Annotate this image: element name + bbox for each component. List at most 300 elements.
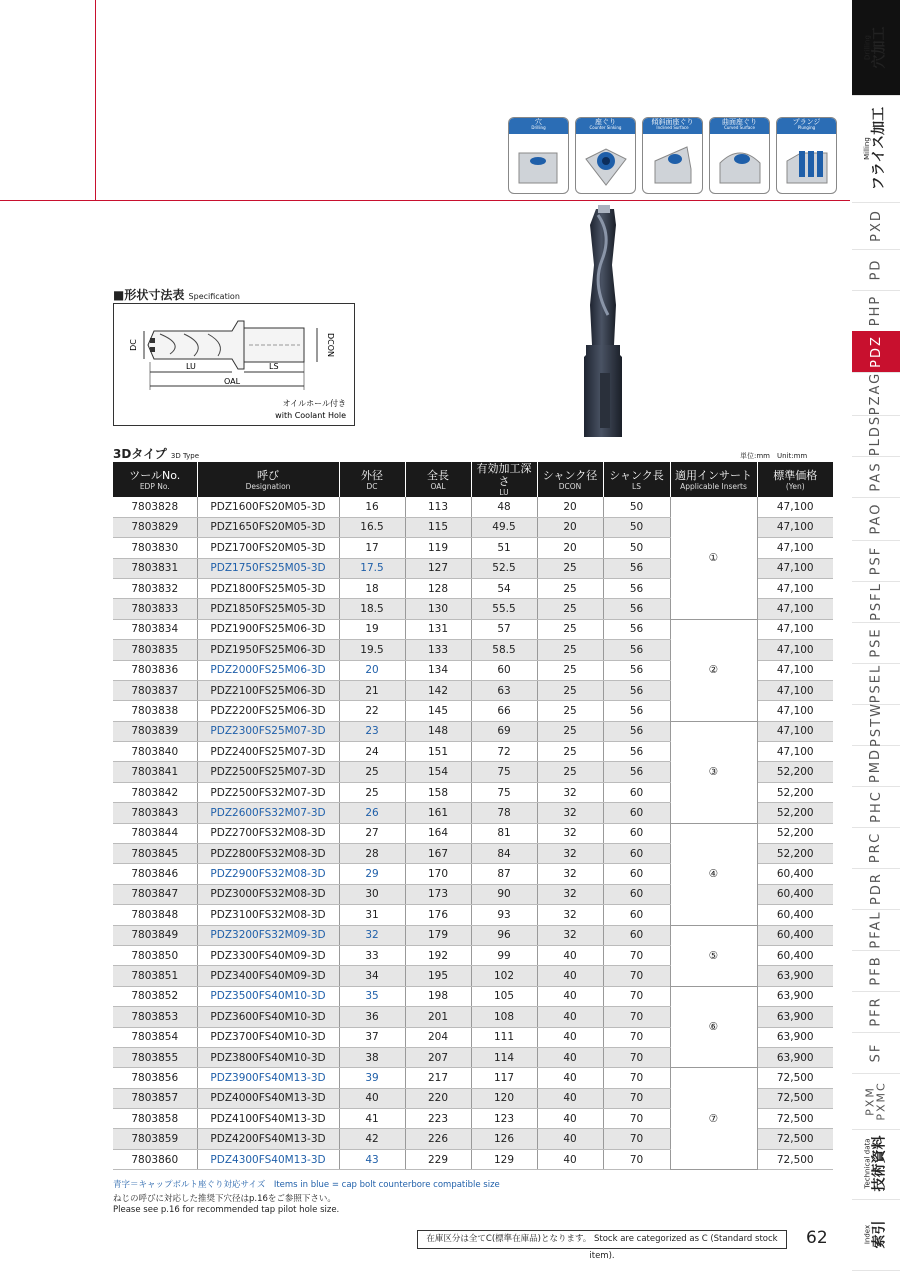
cell-dc: 33 xyxy=(339,945,405,965)
cell-edp: 7803857 xyxy=(113,1088,197,1108)
cell-des: PDZ2600FS32M07-3D xyxy=(197,803,339,823)
cell-ls: 56 xyxy=(603,660,670,680)
cell-oal: 131 xyxy=(405,619,471,639)
cell-dc: 17.5 xyxy=(339,558,405,578)
cell-dcon: 25 xyxy=(537,599,603,619)
page-number: 62 xyxy=(806,1228,828,1248)
cell-des: PDZ2800FS32M08-3D xyxy=(197,844,339,864)
cell-des: PDZ3500FS40M10-3D xyxy=(197,986,339,1006)
cell-dcon: 20 xyxy=(537,517,603,537)
tab-pfr[interactable] xyxy=(852,991,900,1033)
cell-ls: 56 xyxy=(603,701,670,721)
cell-price: 63,900 xyxy=(757,1047,833,1067)
cell-des: PDZ4200FS40M13-3D xyxy=(197,1129,339,1149)
cell-lu: 66 xyxy=(471,701,537,721)
cell-dc: 19 xyxy=(339,619,405,639)
cell-price: 60,400 xyxy=(757,864,833,884)
cell-dc: 36 xyxy=(339,1007,405,1027)
cell-insert: ④ xyxy=(670,823,757,925)
application-jp: 穴 xyxy=(535,118,542,126)
tap-note-en: Please see p.16 for recommended tap pilot hole size. xyxy=(113,1205,340,1215)
cell-oal: 154 xyxy=(405,762,471,782)
cell-price: 47,100 xyxy=(757,558,833,578)
cell-des: PDZ3000FS32M08-3D xyxy=(197,884,339,904)
cell-edp: 7803848 xyxy=(113,905,197,925)
cell-dc: 39 xyxy=(339,1068,405,1088)
cell-dc: 29 xyxy=(339,864,405,884)
cell-des: PDZ4300FS40M13-3D xyxy=(197,1149,339,1169)
tab-label: PFR xyxy=(868,996,884,1027)
cell-des: PDZ4000FS40M13-3D xyxy=(197,1088,339,1108)
cell-ls: 56 xyxy=(603,762,670,782)
cell-ls: 56 xyxy=(603,599,670,619)
cell-edp: 7803853 xyxy=(113,1007,197,1027)
tab-label: PMD xyxy=(868,747,884,784)
cell-dc: 25 xyxy=(339,762,405,782)
cell-des: PDZ1700FS20M05-3D xyxy=(197,538,339,558)
cell-dcon: 40 xyxy=(537,945,603,965)
cell-dc: 34 xyxy=(339,966,405,986)
cell-edp: 7803829 xyxy=(113,517,197,537)
table-row xyxy=(113,925,833,945)
cell-ls: 56 xyxy=(603,558,670,578)
application-drilling xyxy=(508,117,569,194)
cell-edp: 7803847 xyxy=(113,884,197,904)
cell-edp: 7803846 xyxy=(113,864,197,884)
cell-lu: 51 xyxy=(471,538,537,558)
cell-des: PDZ2300FS25M07-3D xyxy=(197,721,339,741)
cell-dcon: 40 xyxy=(537,1088,603,1108)
spec-table xyxy=(113,462,833,1170)
cell-dc: 35 xyxy=(339,986,405,1006)
cell-ls: 50 xyxy=(603,517,670,537)
cell-insert: ② xyxy=(670,619,757,721)
cell-price: 47,100 xyxy=(757,538,833,558)
column-header: シャンク長 LS xyxy=(603,462,670,497)
cell-dcon: 32 xyxy=(537,823,603,843)
tab-en: Milling xyxy=(863,137,872,160)
cell-oal: 164 xyxy=(405,823,471,843)
cell-oal: 145 xyxy=(405,701,471,721)
cell-lu: 72 xyxy=(471,742,537,762)
cell-dc: 41 xyxy=(339,1109,405,1129)
cell-lu: 105 xyxy=(471,986,537,1006)
cell-price: 52,200 xyxy=(757,782,833,802)
cell-ls: 70 xyxy=(603,1129,670,1149)
cell-dcon: 40 xyxy=(537,966,603,986)
column-header: 呼び Designation xyxy=(197,462,339,497)
label-dcon: DCON xyxy=(326,332,335,358)
cell-edp: 7803859 xyxy=(113,1129,197,1149)
tab-pfal[interactable] xyxy=(852,909,900,951)
cell-edp: 7803830 xyxy=(113,538,197,558)
tab-label: PZAG xyxy=(868,371,884,416)
cell-des: PDZ2100FS25M06-3D xyxy=(197,680,339,700)
cell-dc: 16.5 xyxy=(339,517,405,537)
column-header: 標準価格 (Yen) xyxy=(757,462,833,497)
label-dc: DC xyxy=(129,339,138,351)
cell-oal: 176 xyxy=(405,905,471,925)
cell-lu: 58.5 xyxy=(471,640,537,660)
cell-dc: 21 xyxy=(339,680,405,700)
cell-oal: 204 xyxy=(405,1027,471,1047)
cell-dc: 19.5 xyxy=(339,640,405,660)
cell-edp: 7803849 xyxy=(113,925,197,945)
cell-price: 47,100 xyxy=(757,660,833,680)
cell-price: 72,500 xyxy=(757,1068,833,1088)
application-header xyxy=(777,118,836,134)
cell-dcon: 25 xyxy=(537,680,603,700)
cell-edp: 7803841 xyxy=(113,762,197,782)
cell-lu: 81 xyxy=(471,823,537,843)
tab-label: PSF xyxy=(868,545,884,576)
tab-label: PXM PXMC xyxy=(864,1081,888,1121)
cell-ls: 70 xyxy=(603,945,670,965)
tab-technical-data[interactable] xyxy=(852,1129,900,1200)
cell-dc: 18 xyxy=(339,578,405,598)
cell-des: PDZ4100FS40M13-3D xyxy=(197,1109,339,1129)
cell-lu: 54 xyxy=(471,578,537,598)
tab-pzag[interactable] xyxy=(852,372,900,416)
cell-dc: 20 xyxy=(339,660,405,680)
tab-jp: フライス加工 xyxy=(871,106,888,191)
cell-dc: 32 xyxy=(339,925,405,945)
tab-pstw[interactable] xyxy=(852,704,900,746)
cell-lu: 123 xyxy=(471,1109,537,1129)
cell-dc: 38 xyxy=(339,1047,405,1067)
cell-edp: 7803839 xyxy=(113,721,197,741)
tab-prc[interactable] xyxy=(852,827,900,869)
cell-ls: 50 xyxy=(603,497,670,517)
cell-price: 47,100 xyxy=(757,640,833,660)
application-icon xyxy=(509,134,568,193)
cell-lu: 87 xyxy=(471,864,537,884)
cell-dc: 22 xyxy=(339,701,405,721)
cell-dcon: 32 xyxy=(537,884,603,904)
cell-des: PDZ3100FS32M08-3D xyxy=(197,905,339,925)
column-header: ツールNo. EDP No. xyxy=(113,462,197,497)
cell-oal: 229 xyxy=(405,1149,471,1169)
cell-dcon: 25 xyxy=(537,558,603,578)
cell-lu: 117 xyxy=(471,1068,537,1088)
tab-label: PSE xyxy=(868,627,884,658)
cell-edp: 7803840 xyxy=(113,742,197,762)
label-ls: LS xyxy=(269,362,279,371)
cell-insert: ⑥ xyxy=(670,986,757,1068)
tab-drilling[interactable] xyxy=(852,0,900,96)
cell-lu: 90 xyxy=(471,884,537,904)
tab-pse[interactable] xyxy=(852,622,900,664)
tab-psf[interactable] xyxy=(852,540,900,582)
coolant-jp: オイルホール付き xyxy=(282,399,346,408)
tab-jp: 索引 xyxy=(871,1220,888,1249)
tab-jp: 穴加工 xyxy=(871,26,888,69)
cell-ls: 70 xyxy=(603,1149,670,1169)
tab-label: PSEL xyxy=(868,663,884,704)
cell-lu: 84 xyxy=(471,844,537,864)
cell-lu: 102 xyxy=(471,966,537,986)
cell-des: PDZ1950FS25M06-3D xyxy=(197,640,339,660)
cell-des: PDZ3600FS40M10-3D xyxy=(197,1007,339,1027)
cell-oal: 223 xyxy=(405,1109,471,1129)
cell-edp: 7803845 xyxy=(113,844,197,864)
cell-ls: 60 xyxy=(603,782,670,802)
cell-edp: 7803842 xyxy=(113,782,197,802)
cell-edp: 7803832 xyxy=(113,578,197,598)
cell-dcon: 25 xyxy=(537,721,603,741)
cell-oal: 113 xyxy=(405,497,471,517)
cell-dc: 24 xyxy=(339,742,405,762)
cell-oal: 201 xyxy=(405,1007,471,1027)
cell-oal: 142 xyxy=(405,680,471,700)
cell-des: PDZ1600FS20M05-3D xyxy=(197,497,339,517)
tab-en: Technical data xyxy=(863,1138,872,1190)
cell-dcon: 40 xyxy=(537,1007,603,1027)
application-inclined-surface xyxy=(642,117,703,194)
cell-price: 72,500 xyxy=(757,1109,833,1129)
cell-lu: 52.5 xyxy=(471,558,537,578)
cell-des: PDZ3700FS40M10-3D xyxy=(197,1027,339,1047)
spec-title: ■形状寸法表 Specification xyxy=(113,288,240,302)
cell-price: 52,200 xyxy=(757,762,833,782)
column-header: 有効加工深さ LU xyxy=(471,462,537,497)
cell-edp: 7803843 xyxy=(113,803,197,823)
cell-price: 47,100 xyxy=(757,701,833,721)
tab-pmd[interactable] xyxy=(852,745,900,787)
application-en: Curved Surface xyxy=(724,125,755,130)
cell-edp: 7803828 xyxy=(113,497,197,517)
cell-dc: 18.5 xyxy=(339,599,405,619)
tab-pdr[interactable] xyxy=(852,868,900,910)
cell-des: PDZ2500FS25M07-3D xyxy=(197,762,339,782)
cell-dcon: 32 xyxy=(537,925,603,945)
cell-edp: 7803851 xyxy=(113,966,197,986)
cell-ls: 56 xyxy=(603,742,670,762)
cell-price: 72,500 xyxy=(757,1129,833,1149)
cell-des: PDZ3800FS40M10-3D xyxy=(197,1047,339,1067)
tab-milling[interactable] xyxy=(852,95,900,203)
tab-sf[interactable] xyxy=(852,1032,900,1074)
table-row xyxy=(113,986,833,1006)
cell-price: 47,100 xyxy=(757,680,833,700)
cell-oal: 226 xyxy=(405,1129,471,1149)
spec-diagram xyxy=(113,303,355,426)
tab-pd[interactable] xyxy=(852,249,900,291)
cell-insert: ① xyxy=(670,497,757,619)
cell-price: 60,400 xyxy=(757,884,833,904)
blue-note: 青字＝キャップボルト座ぐり対応サイズ Items in blue = cap bolt counterbore compatible size xyxy=(113,1180,500,1190)
cell-dcon: 40 xyxy=(537,1129,603,1149)
cell-ls: 56 xyxy=(603,578,670,598)
application-en: Counter Sinking xyxy=(589,125,622,130)
tab-label: PD xyxy=(868,258,884,281)
cell-edp: 7803836 xyxy=(113,660,197,680)
cell-edp: 7803833 xyxy=(113,599,197,619)
cell-edp: 7803858 xyxy=(113,1109,197,1129)
tab-label: PFB xyxy=(868,955,884,986)
table-row xyxy=(113,721,833,741)
cell-dcon: 40 xyxy=(537,1109,603,1129)
cell-edp: 7803850 xyxy=(113,945,197,965)
cell-price: 52,200 xyxy=(757,823,833,843)
cell-ls: 56 xyxy=(603,619,670,639)
cell-oal: 134 xyxy=(405,660,471,680)
cell-edp: 7803838 xyxy=(113,701,197,721)
cell-des: PDZ3300FS40M09-3D xyxy=(197,945,339,965)
cell-dcon: 25 xyxy=(537,578,603,598)
tab-index[interactable] xyxy=(852,1199,900,1271)
cell-des: PDZ1900FS25M06-3D xyxy=(197,619,339,639)
label-oal: OAL xyxy=(224,377,241,386)
cell-edp: 7803852 xyxy=(113,986,197,1006)
cell-dcon: 25 xyxy=(537,762,603,782)
cell-oal: 151 xyxy=(405,742,471,762)
cell-insert: ③ xyxy=(670,721,757,823)
application-jp: プランジ xyxy=(792,118,821,126)
tab-psfl[interactable] xyxy=(852,581,900,623)
cell-oal: 127 xyxy=(405,558,471,578)
cell-dcon: 32 xyxy=(537,803,603,823)
cell-ls: 60 xyxy=(603,803,670,823)
cell-oal: 148 xyxy=(405,721,471,741)
tab-pfb[interactable] xyxy=(852,950,900,992)
cell-lu: 96 xyxy=(471,925,537,945)
cell-price: 47,100 xyxy=(757,497,833,517)
cell-dc: 30 xyxy=(339,884,405,904)
cell-lu: 57 xyxy=(471,619,537,639)
cell-price: 63,900 xyxy=(757,1027,833,1047)
cell-price: 60,400 xyxy=(757,945,833,965)
cell-dc: 25 xyxy=(339,782,405,802)
table-row xyxy=(113,619,833,639)
cell-lu: 60 xyxy=(471,660,537,680)
cell-insert: ⑦ xyxy=(670,1068,757,1170)
cell-des: PDZ1650FS20M05-3D xyxy=(197,517,339,537)
cell-dcon: 25 xyxy=(537,619,603,639)
column-header: 適用インサート Applicable Inserts xyxy=(670,462,757,497)
cell-des: PDZ3400FS40M09-3D xyxy=(197,966,339,986)
cell-edp: 7803860 xyxy=(113,1149,197,1169)
application-jp: 座ぐり xyxy=(595,118,616,126)
tab-pas[interactable] xyxy=(852,456,900,498)
cell-edp: 7803854 xyxy=(113,1027,197,1047)
cell-ls: 70 xyxy=(603,1109,670,1129)
cell-price: 47,100 xyxy=(757,721,833,741)
crop-line-vertical xyxy=(95,0,96,200)
cell-des: PDZ2700FS32M08-3D xyxy=(197,823,339,843)
application-icon xyxy=(777,134,836,193)
cell-dc: 40 xyxy=(339,1088,405,1108)
cell-lu: 93 xyxy=(471,905,537,925)
cell-oal: 158 xyxy=(405,782,471,802)
application-en: Plunging xyxy=(797,125,816,130)
cell-price: 60,400 xyxy=(757,925,833,945)
cell-oal: 119 xyxy=(405,538,471,558)
cell-dcon: 25 xyxy=(537,742,603,762)
tab-label: PXD xyxy=(868,209,884,242)
cell-lu: 111 xyxy=(471,1027,537,1047)
cell-oal: 130 xyxy=(405,599,471,619)
cell-ls: 70 xyxy=(603,1068,670,1088)
cell-oal: 133 xyxy=(405,640,471,660)
application-en: Drilling xyxy=(531,125,546,130)
tab-phc[interactable] xyxy=(852,786,900,828)
tab-label: PSFL xyxy=(868,582,884,621)
tab-label: PDR xyxy=(868,872,884,905)
application-header xyxy=(576,118,635,134)
cell-lu: 55.5 xyxy=(471,599,537,619)
tab-label: PAO xyxy=(868,502,884,535)
cell-des: PDZ2900FS32M08-3D xyxy=(197,864,339,884)
cell-lu: 120 xyxy=(471,1088,537,1108)
cell-ls: 70 xyxy=(603,1047,670,1067)
cell-lu: 126 xyxy=(471,1129,537,1149)
index-tabs xyxy=(852,0,900,1272)
cell-price: 60,400 xyxy=(757,905,833,925)
cell-ls: 60 xyxy=(603,864,670,884)
cell-dc: 42 xyxy=(339,1129,405,1149)
column-header: 全長 OAL xyxy=(405,462,471,497)
cell-ls: 70 xyxy=(603,1027,670,1047)
tab-label: PSTW xyxy=(868,702,884,747)
label-lu: LU xyxy=(186,362,196,371)
cell-lu: 129 xyxy=(471,1149,537,1169)
cell-lu: 48 xyxy=(471,497,537,517)
cell-dcon: 25 xyxy=(537,701,603,721)
tab-pxm-pxmc[interactable] xyxy=(852,1073,900,1130)
application-en: Inclined Surface xyxy=(656,125,689,130)
cell-ls: 56 xyxy=(603,680,670,700)
tab-jp: 技術資料 xyxy=(871,1135,888,1192)
tab-plds[interactable] xyxy=(852,415,900,457)
cell-oal: 167 xyxy=(405,844,471,864)
cell-dc: 16 xyxy=(339,497,405,517)
tab-php[interactable] xyxy=(852,290,900,332)
cell-des: PDZ3900FS40M13-3D xyxy=(197,1068,339,1088)
application-icons xyxy=(508,117,837,194)
cell-des: PDZ1750FS25M05-3D xyxy=(197,558,339,578)
cell-edp: 7803837 xyxy=(113,680,197,700)
table-header-row xyxy=(113,462,833,497)
coolant-en: with Coolant Hole xyxy=(275,411,346,420)
cell-dc: 17 xyxy=(339,538,405,558)
cell-price: 52,200 xyxy=(757,803,833,823)
cell-price: 63,900 xyxy=(757,966,833,986)
cell-des: PDZ1850FS25M05-3D xyxy=(197,599,339,619)
cell-oal: 195 xyxy=(405,966,471,986)
cell-lu: 108 xyxy=(471,1007,537,1027)
application-jp: 傾斜面座ぐり xyxy=(651,118,694,126)
cell-des: PDZ2400FS25M07-3D xyxy=(197,742,339,762)
cell-ls: 60 xyxy=(603,823,670,843)
cell-oal: 173 xyxy=(405,884,471,904)
cell-des: PDZ2500FS32M07-3D xyxy=(197,782,339,802)
tab-psel[interactable] xyxy=(852,663,900,705)
tab-label: PHP xyxy=(868,294,884,327)
cell-dcon: 40 xyxy=(537,1047,603,1067)
tab-en: Index xyxy=(863,1224,872,1245)
column-header: シャンク径 DCON xyxy=(537,462,603,497)
cell-oal: 161 xyxy=(405,803,471,823)
tap-note-jp: ねじの呼びに対応した推奨下穴径はp.16をご参照下さい。 xyxy=(113,1194,336,1204)
tab-pxd[interactable] xyxy=(852,202,900,250)
column-header: 外径 DC xyxy=(339,462,405,497)
cell-dcon: 40 xyxy=(537,1068,603,1088)
application-icon xyxy=(710,134,769,193)
cell-oal: 198 xyxy=(405,986,471,1006)
tab-pao[interactable] xyxy=(852,497,900,541)
tab-pdz[interactable] xyxy=(852,331,900,373)
